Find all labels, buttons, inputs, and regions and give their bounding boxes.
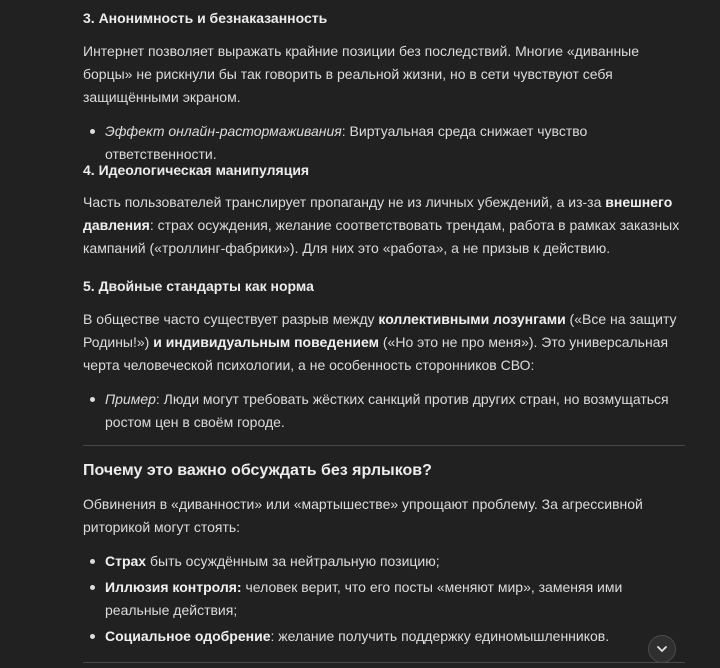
divider	[83, 445, 685, 446]
text-part: : страх осуждения, желание соответствовать трендам, работа в рамках заказных кампаний («троллинг-фабрики»). Для них это «работа», а не призыв к действию.	[83, 217, 680, 256]
bullet-term: Страх	[105, 553, 147, 569]
text-part: («Все на защиту Родины!»)	[83, 311, 677, 350]
text-part: В обществе часто существует разрыв между	[83, 311, 379, 327]
bullet-text: : Люди могут требовать жёстких санкций против других стран, но возмущаться ростом цен в своём городе.	[105, 391, 669, 430]
bullet-text: : желание получить поддержку единомышленников.	[270, 628, 610, 644]
why-heading: Почему это важно обсуждать без ярлыков?	[83, 462, 432, 479]
section-5-paragraph	[83, 308, 685, 377]
bullet-text: : Виртуальная среда снижает чувство ответственности.	[105, 123, 588, 162]
section-3-heading: 3. Анонимность и безнаказанность	[83, 10, 328, 26]
bullet-text: человек верит, что его посты «меняют мир», заменяя ими реальные действия;	[105, 579, 623, 618]
bullet-term: Иллюзия контроля:	[105, 579, 242, 595]
bullet-term: Пример	[105, 391, 156, 407]
bold-part: и индивидуальным поведением	[153, 334, 379, 350]
section-4-heading: 4. Идеологическая манипуляция	[83, 162, 310, 178]
divider	[83, 662, 685, 663]
bullet-text: быть осуждённым за нейтральную позицию;	[146, 553, 440, 569]
why-paragraph: Обвинения в «диванности» или «мартышестве» упрощают проблему. За агрессивной риторикой могут стоять:	[83, 496, 643, 535]
section-5-heading: 5. Двойные стандарты как норма	[83, 278, 314, 294]
chevron-down-icon	[655, 642, 669, 656]
section-5-bullet	[105, 388, 685, 434]
scroll-to-bottom-button[interactable]	[648, 635, 676, 663]
why-list-item	[105, 576, 685, 622]
bold-part: внешнего давления	[83, 194, 673, 233]
text-part: Часть пользователей транслирует пропаганду не из личных убеждений, а из-за	[83, 194, 606, 210]
section-3-paragraph: Интернет позволяет выражать крайние позиции без последствий. Многие «диванные борцы» не рискнули бы так говорить в реальной жизни, но в сети чувствуют себя защищёнными экраном.	[83, 43, 640, 105]
section-4-paragraph	[83, 191, 685, 260]
text-part: («Но это не про меня»). Это универсальная черта человеческой психологии, а не особенность сторонников СВО:	[83, 334, 669, 373]
bold-part: коллективными лозунгами	[378, 311, 566, 327]
why-list-item	[105, 550, 685, 573]
why-list-item	[105, 625, 685, 648]
bullet-term: Социальное одобрение	[105, 628, 271, 644]
bullet-term: Эффект онлайн-растормаживания	[105, 123, 342, 139]
